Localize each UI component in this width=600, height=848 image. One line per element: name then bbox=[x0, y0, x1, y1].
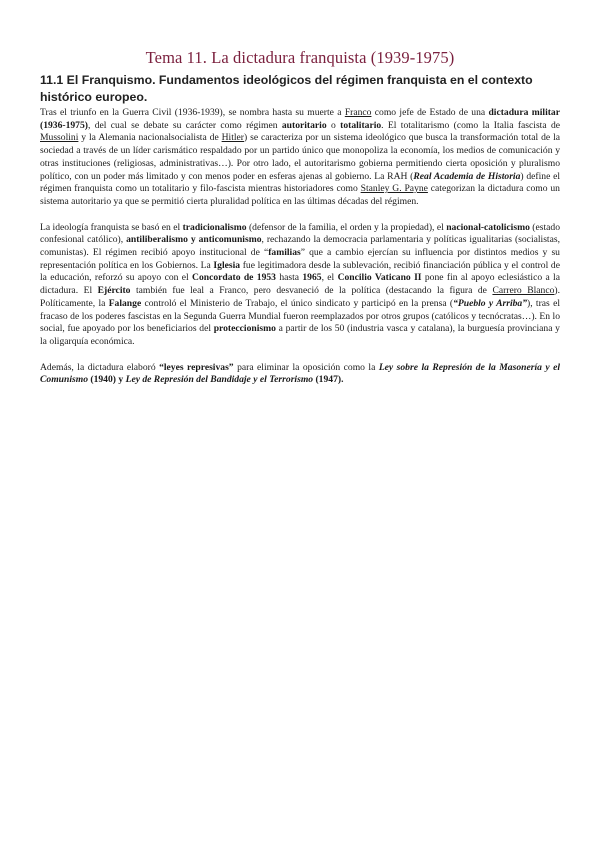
term-rah: Real Academia de Historia bbox=[413, 170, 521, 182]
link-mussolini[interactable]: Mussolini bbox=[40, 132, 79, 144]
text: (defensor de la familia, el orden y la propiedad), el bbox=[246, 221, 447, 233]
text: hasta bbox=[275, 272, 303, 284]
text: ” que a cambio ejercían su influencia por distintos medios y su representación política en los Gobiernos. La bbox=[40, 247, 560, 271]
text: pone fin al apoyo eclesiástico a la dictadura. El bbox=[40, 272, 560, 297]
text: fue legitimadora desde la sublevación, recibió financiación pública y el control de la educación, reforzó su apoyo con el bbox=[40, 259, 560, 284]
text: ) define el régimen franquista como un totalitario y filo-fascista mientras historiadores como bbox=[40, 170, 560, 195]
text: , del cual se debate su carácter como régimen bbox=[87, 119, 282, 131]
term-tradicionalismo: tradicionalismo bbox=[182, 221, 247, 233]
link-payne[interactable]: Stanley G. Payne bbox=[360, 183, 428, 195]
term-ley-bandidaje: Ley de Represión del Bandidaje y el Terrorismo bbox=[125, 374, 314, 386]
text: Además, la dictadura elaboró bbox=[40, 361, 160, 373]
term-nacional-catolicismo: nacional-catolicismo bbox=[446, 221, 530, 233]
text: categorizan la dictadura como un sistema autoritario ya que se permitió cierta pluralidad política en las últimas décadas del régimen. bbox=[40, 183, 560, 207]
text: ) se caracteriza por un sistema ideológico que busca la transformación total de la sociedad a través de un líder carismático respaldado por un partido único que monopoliza la economía, los medios de comunicación y otras instituciones (religiosas, administrativas…). Por otro lado, el autoritarismo gobierna permitiendo cierta oposición y pluralismo político, con un poder más limitado y con menos poder en esferas ajenas al gobierno. La RAH ( bbox=[40, 132, 560, 182]
text: . El totalitarismo (como la Italia fascista de bbox=[381, 119, 561, 131]
page-title: Tema 11. La dictadura franquista (1939-1975) bbox=[145, 48, 455, 67]
text: para eliminar la oposición como la bbox=[233, 361, 379, 373]
term-ejercito: Ejército bbox=[97, 285, 131, 297]
paragraph-repressive-laws bbox=[40, 362, 560, 387]
term-proteccionismo: proteccionismo bbox=[213, 323, 276, 335]
term-pueblo-arriba: “Pueblo y Arriba” bbox=[453, 297, 528, 309]
text: controló el Ministerio de Trabajo, el único sindicato y participó en la prensa ( bbox=[141, 297, 454, 309]
text: La ideología franquista se basó en el bbox=[40, 221, 183, 233]
term-concordato: Concordato de 1953 bbox=[192, 272, 276, 284]
text: o bbox=[326, 119, 341, 131]
text: y la Alemania nacionalsocialista de bbox=[78, 132, 222, 144]
text: como jefe de Estado de una bbox=[371, 107, 489, 118]
term-familias: familias bbox=[268, 247, 301, 259]
term-leyes-represivas: “leyes represivas” bbox=[159, 361, 234, 373]
text: Tras el triunfo en la Guerra Civil (1936-1939), se nombra hasta su muerte a bbox=[40, 107, 345, 118]
term-iglesia: Iglesia bbox=[213, 259, 241, 271]
paragraph-ideology bbox=[40, 222, 560, 349]
text: (1947). bbox=[313, 374, 344, 386]
link-franco[interactable]: Franco bbox=[344, 107, 372, 118]
term-antiliberalismo: antiliberalismo y anticomunismo bbox=[126, 234, 262, 246]
link-hitler[interactable]: Hitler bbox=[221, 132, 245, 144]
term-authoritarian: autoritario bbox=[281, 119, 327, 131]
term-military-dictatorship: dictadura militar (1936-1975) bbox=[40, 107, 560, 131]
term-ley-masoneria: Ley sobre la Represión de la Masonería y el Comunismo bbox=[40, 361, 561, 386]
section-heading: 11.1 El Franquismo. Fundamentos ideológicos del régimen franquista en el contexto histórico europeo. bbox=[40, 73, 533, 104]
text: ). Políticamente, la bbox=[40, 285, 561, 309]
text: a partir de los 50 (industria vasca y catalana), la burguesía provinciana y la oligarquía económica. bbox=[40, 323, 560, 347]
term-falange: Falange bbox=[108, 297, 142, 309]
text: también fue leal a Franco, pero desvaneció de la política (destacando la figura de bbox=[130, 285, 493, 297]
text: , rechazando la democracia parlamentaria y políticas igualitarias (socialistas, comunistas). El régimen recibió apoyo institucional de “ bbox=[40, 234, 560, 259]
term-1965: 1965 bbox=[302, 272, 322, 284]
text: , el bbox=[321, 272, 338, 284]
term-concilio-vaticano: Concilio Vaticano II bbox=[337, 272, 422, 284]
text: ), tras el fracaso de los poderes fascistas en la Segunda Guerra Mundial fueron reemplazados por otros grupos (católicos y tecnócratas…). En lo social, fue apoyado por los beneficiarios del bbox=[40, 297, 561, 335]
text: (estado confesional católico), bbox=[40, 221, 560, 246]
paragraph-regime-type bbox=[40, 107, 560, 209]
term-totalitarian: totalitario bbox=[340, 119, 382, 131]
link-carrero-blanco[interactable]: Carrero Blanco bbox=[492, 285, 555, 297]
text: (1940) y bbox=[88, 374, 126, 386]
